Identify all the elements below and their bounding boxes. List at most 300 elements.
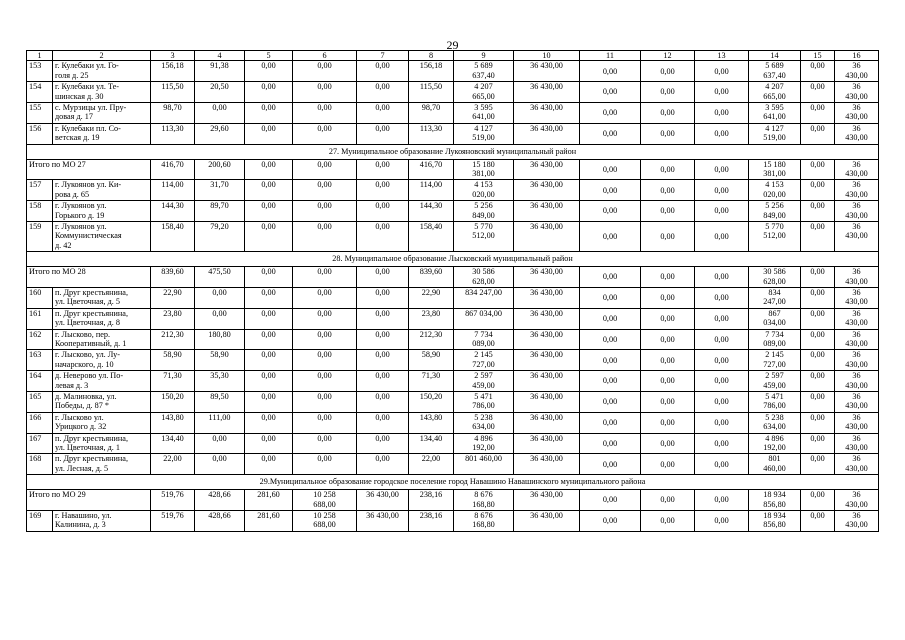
col10-value: 36 430,00	[514, 490, 580, 511]
col-header: 14	[749, 51, 801, 61]
col9-value	[454, 103, 514, 124]
total-row	[27, 159, 879, 180]
col5-value: 0,00	[245, 371, 293, 392]
col3-value: 23,80	[151, 308, 195, 329]
col10-value: 36 430,00	[514, 371, 580, 392]
col8-value: 212,30	[409, 329, 454, 350]
col8-value: 58,90	[409, 350, 454, 371]
row-number: 160	[27, 287, 53, 308]
col14-line: 020,00	[763, 189, 786, 199]
col3-value: 519,76	[151, 490, 195, 511]
col4-value: 58,90	[195, 350, 245, 371]
col16-value	[835, 329, 879, 350]
table-row	[27, 82, 879, 103]
col11-value: 0,00	[580, 371, 641, 392]
total-row	[27, 490, 879, 511]
col10-value: 36 430,00	[514, 329, 580, 350]
col16-line: 36	[852, 454, 861, 464]
col-header: 9	[454, 51, 514, 61]
col15-value: 0,00	[801, 82, 835, 103]
table-row	[27, 61, 879, 82]
col-header: 4	[195, 51, 245, 61]
col16-line: 430,00	[845, 210, 868, 220]
col6-value: 0,00	[293, 412, 357, 433]
col14-line: 18 934	[763, 510, 786, 520]
col13-value: 0,00	[695, 490, 749, 511]
col6-value: 0,00	[293, 287, 357, 308]
col9-line: 8 676	[474, 510, 493, 520]
col3-value: 22,90	[151, 287, 195, 308]
address-cell	[53, 350, 151, 371]
col16-line: 430,00	[845, 231, 868, 241]
col5-value: 0,00	[245, 308, 293, 329]
col5-value: 0,00	[245, 454, 293, 475]
col14-value	[749, 159, 801, 180]
col5-value: 0,00	[245, 82, 293, 103]
col14-line: 641,00	[763, 112, 786, 122]
col16-line: 36	[852, 287, 861, 297]
col12-value: 0,00	[641, 103, 695, 124]
col13-value: 0,00	[695, 82, 749, 103]
col9-value	[454, 82, 514, 103]
col16-line: 36	[852, 159, 861, 169]
col12-value: 0,00	[641, 350, 695, 371]
col10-value: 36 430,00	[514, 201, 580, 222]
col11-value: 0,00	[580, 490, 641, 511]
col16-value	[835, 433, 879, 454]
col9-line: 519,00	[472, 133, 495, 143]
col14-line: 519,00	[763, 133, 786, 143]
table-row	[27, 123, 879, 144]
section-header-row	[27, 252, 879, 267]
col13-value: 0,00	[695, 103, 749, 124]
col3-value: 113,30	[151, 123, 195, 144]
col9-line: 834 247,00	[465, 287, 502, 297]
col9-value	[454, 433, 514, 454]
col9-value	[454, 391, 514, 412]
address-cell	[53, 103, 151, 124]
col8-value: 144,30	[409, 201, 454, 222]
section-header-row	[27, 144, 879, 159]
col7-value: 0,00	[357, 103, 409, 124]
col-header: 12	[641, 51, 695, 61]
col13-value: 0,00	[695, 267, 749, 288]
col-header: 10	[514, 51, 580, 61]
col3-value: 158,40	[151, 221, 195, 251]
table-row	[27, 180, 879, 201]
col14-value	[749, 308, 801, 329]
col16-line: 430,00	[845, 112, 868, 122]
col9-value	[454, 329, 514, 350]
col16-line: 430,00	[845, 499, 868, 509]
col14-line: 727,00	[763, 359, 786, 369]
col3-value: 58,90	[151, 350, 195, 371]
col3-value: 144,30	[151, 201, 195, 222]
col4-value: 0,00	[195, 287, 245, 308]
col12-value: 0,00	[641, 221, 695, 251]
col12-value: 0,00	[641, 391, 695, 412]
table-row	[27, 433, 879, 454]
col14-line: 856,80	[763, 520, 786, 530]
col16-value	[835, 490, 879, 511]
address-line: ул. Цветочная, д. 8	[55, 318, 120, 328]
table-row	[27, 412, 879, 433]
col15-value: 0,00	[801, 103, 835, 124]
address-line: левая д. 3	[55, 380, 89, 390]
col9-line: 637,40	[472, 70, 495, 80]
col14-line: 2 597	[765, 371, 784, 381]
page-number: 29	[446, 38, 459, 52]
col9-line: 459,00	[472, 380, 495, 390]
col14-line: 4 127	[765, 123, 784, 133]
col13-value: 0,00	[695, 123, 749, 144]
col14-line: 3 595	[765, 103, 784, 112]
col13-value: 0,00	[695, 221, 749, 251]
col4-value: 200,60	[195, 159, 245, 180]
address-line: д. 42	[55, 240, 72, 250]
address-line: п. Друг крестьянина,	[55, 308, 128, 318]
col16-line: 36	[852, 329, 861, 339]
col15-value: 0,00	[801, 123, 835, 144]
col16-line: 36	[852, 180, 861, 190]
col10-value: 36 430,00	[514, 221, 580, 251]
col16-line: 36	[852, 267, 861, 277]
col5-value: 0,00	[245, 287, 293, 308]
col9-line: 4 153	[474, 180, 493, 190]
col9-line: 168,80	[472, 520, 495, 530]
col-header: 3	[151, 51, 195, 61]
col5-value: 0,00	[245, 123, 293, 144]
col9-line: 4 896	[474, 433, 493, 443]
col14-line: 4 153	[765, 180, 784, 190]
col8-value: 143,80	[409, 412, 454, 433]
col8-value: 158,40	[409, 221, 454, 251]
col7-value: 0,00	[357, 308, 409, 329]
col8-value: 156,18	[409, 61, 454, 82]
col7-value: 36 430,00	[357, 490, 409, 511]
col11-value: 0,00	[580, 454, 641, 475]
col3-value: 71,30	[151, 371, 195, 392]
col14-line: 4 896	[765, 433, 784, 443]
col14-line: 512,00	[763, 231, 786, 241]
col9-value	[454, 454, 514, 475]
col9-line: 849,00	[472, 210, 495, 220]
col7-value: 0,00	[357, 412, 409, 433]
col11-value: 0,00	[580, 412, 641, 433]
col10-value: 36 430,00	[514, 412, 580, 433]
col14-line: 634,00	[763, 422, 786, 432]
col7-value: 0,00	[357, 391, 409, 412]
col15-value: 0,00	[801, 329, 835, 350]
col8-value: 71,30	[409, 371, 454, 392]
col-header: 5	[245, 51, 293, 61]
col10-value: 36 430,00	[514, 180, 580, 201]
address-cell	[53, 123, 151, 144]
address-cell	[53, 371, 151, 392]
col16-line: 430,00	[845, 318, 868, 328]
col5-value: 0,00	[245, 159, 293, 180]
col14-value	[749, 454, 801, 475]
col16-line: 430,00	[845, 276, 868, 286]
col12-value: 0,00	[641, 82, 695, 103]
address-line: г. Лысково, ул. Лу-	[55, 350, 120, 360]
col4-value: 180,80	[195, 329, 245, 350]
col10-value: 36 430,00	[514, 61, 580, 82]
address-line: г. Кулебаки ул. Те-	[55, 82, 119, 92]
col14-line: 18 934	[763, 490, 786, 500]
row-number: 166	[27, 412, 53, 433]
col6-value: 0,00	[293, 159, 357, 180]
col13-value: 0,00	[695, 433, 749, 454]
col14-value	[749, 221, 801, 251]
address-line: г. Лысково, пер.	[55, 329, 111, 339]
col12-value: 0,00	[641, 454, 695, 475]
col16-line: 430,00	[845, 169, 868, 178]
col16-line: 36	[852, 61, 861, 71]
address-line: Горького д. 19	[55, 210, 105, 220]
col16-line: 430,00	[845, 463, 868, 473]
col7-value: 0,00	[357, 201, 409, 222]
col9-line: 2 145	[474, 350, 493, 360]
col9-line: 5 770	[474, 221, 493, 231]
col11-value: 0,00	[580, 103, 641, 124]
col7-value: 0,00	[357, 61, 409, 82]
col8-value: 113,30	[409, 123, 454, 144]
row-number: 159	[27, 221, 53, 251]
address-line: довая д. 17	[55, 112, 93, 122]
address-line: рова д. 65	[55, 189, 90, 199]
address-line: г. Кулебаки ул. Го-	[55, 61, 119, 71]
col3-value: 114,00	[151, 180, 195, 201]
col6-value: 0,00	[293, 267, 357, 288]
col5-value: 0,00	[245, 180, 293, 201]
col9-value	[454, 350, 514, 371]
col11-value: 0,00	[580, 350, 641, 371]
address-line: г. Лукоянов ул.	[55, 201, 107, 211]
col16-value	[835, 267, 879, 288]
col6-value	[293, 510, 357, 531]
section-header-row	[27, 475, 879, 490]
col8-value: 22,00	[409, 454, 454, 475]
col8-value: 416,70	[409, 159, 454, 180]
col9-line: 8 676	[474, 490, 493, 500]
col13-value: 0,00	[695, 308, 749, 329]
col9-line: 727,00	[472, 359, 495, 369]
col4-value: 31,70	[195, 180, 245, 201]
col14-line: 628,00	[763, 276, 786, 286]
col16-line: 36	[852, 308, 861, 318]
col16-line: 430,00	[845, 338, 868, 348]
col12-value: 0,00	[641, 201, 695, 222]
col6-value: 0,00	[293, 180, 357, 201]
address-line: с. Мурзицы ул. Пру-	[55, 103, 127, 112]
col9-line: 2 597	[474, 371, 493, 381]
col9-line: 665,00	[472, 91, 495, 101]
col7-value: 0,00	[357, 82, 409, 103]
col6-line: 688,00	[313, 520, 336, 530]
col16-line: 430,00	[845, 189, 868, 199]
address-line: г. Кулебаки пл. Со-	[55, 123, 121, 133]
address-cell	[53, 82, 151, 103]
col14-value	[749, 267, 801, 288]
col7-value: 0,00	[357, 433, 409, 454]
col15-value: 0,00	[801, 267, 835, 288]
table-row	[27, 308, 879, 329]
col13-value: 0,00	[695, 201, 749, 222]
col9-line: 168,80	[472, 499, 495, 509]
col14-value	[749, 123, 801, 144]
col12-value: 0,00	[641, 412, 695, 433]
col4-value: 428,66	[195, 510, 245, 531]
col9-line: 15 180	[472, 159, 495, 169]
col14-line: 2 145	[765, 350, 784, 360]
address-cell	[53, 412, 151, 433]
col15-value: 0,00	[801, 412, 835, 433]
col3-value: 22,00	[151, 454, 195, 475]
row-number: 155	[27, 103, 53, 124]
col10-value: 36 430,00	[514, 82, 580, 103]
col6-value: 0,00	[293, 350, 357, 371]
row-number: 156	[27, 123, 53, 144]
col12-value: 0,00	[641, 433, 695, 454]
col14-line: 5 256	[765, 201, 784, 211]
col16-line: 430,00	[845, 401, 868, 411]
col7-value: 0,00	[357, 267, 409, 288]
col14-value	[749, 103, 801, 124]
col6-value: 0,00	[293, 433, 357, 454]
col14-value	[749, 510, 801, 531]
address-line: п. Друг крестьянина,	[55, 433, 128, 443]
total-label: Итого по МО 27	[27, 159, 151, 180]
col13-value: 0,00	[695, 391, 749, 412]
col14-line: 665,00	[763, 91, 786, 101]
col3-value: 416,70	[151, 159, 195, 180]
col3-value: 98,70	[151, 103, 195, 124]
col9-line: 801 460,00	[465, 454, 502, 464]
col12-value: 0,00	[641, 308, 695, 329]
address-line: начарского, д. 10	[55, 359, 114, 369]
col16-value	[835, 350, 879, 371]
column-number-header	[27, 51, 879, 61]
col-header: 8	[409, 51, 454, 61]
col16-line: 36	[852, 371, 861, 381]
col14-line: 30 586	[763, 267, 786, 277]
col15-value: 0,00	[801, 180, 835, 201]
col14-value	[749, 350, 801, 371]
row-number: 158	[27, 201, 53, 222]
col6-value: 0,00	[293, 329, 357, 350]
col3-value: 519,76	[151, 510, 195, 531]
col7-value: 0,00	[357, 221, 409, 251]
col3-value: 115,50	[151, 82, 195, 103]
col7-value: 0,00	[357, 123, 409, 144]
address-line: ветская д. 19	[55, 133, 100, 143]
col6-line: 10 258	[313, 510, 336, 520]
col6-line: 688,00	[313, 499, 336, 509]
col14-line: 381,00	[763, 169, 786, 178]
col14-line: 4 207	[765, 82, 784, 92]
row-number: 157	[27, 180, 53, 201]
col5-value: 281,60	[245, 490, 293, 511]
table-row	[27, 391, 879, 412]
col16-value	[835, 454, 879, 475]
col16-line: 36	[852, 490, 861, 500]
col6-value: 0,00	[293, 308, 357, 329]
col9-line: 4 207	[474, 82, 493, 92]
col8-value: 238,16	[409, 490, 454, 511]
col14-line: 867	[768, 308, 781, 318]
col10-value: 36 430,00	[514, 433, 580, 454]
col6-value: 0,00	[293, 61, 357, 82]
col4-value: 0,00	[195, 433, 245, 454]
col6-value: 0,00	[293, 201, 357, 222]
col10-value: 36 430,00	[514, 287, 580, 308]
col16-line: 36	[852, 433, 861, 443]
col4-value: 475,50	[195, 267, 245, 288]
total-label: Итого по МО 28	[27, 267, 151, 288]
col16-line: 430,00	[845, 91, 868, 101]
col13-value: 0,00	[695, 454, 749, 475]
data-table	[26, 50, 879, 532]
col10-value: 36 430,00	[514, 267, 580, 288]
row-number: 167	[27, 433, 53, 454]
col15-value: 0,00	[801, 221, 835, 251]
row-number: 153	[27, 61, 53, 82]
col14-value	[749, 490, 801, 511]
col16-value	[835, 221, 879, 251]
address-line: г. Лукоянов ул. Ки-	[55, 180, 122, 190]
col10-value: 36 430,00	[514, 510, 580, 531]
col9-line: 3 595	[474, 103, 493, 112]
col14-line: 856,80	[763, 499, 786, 509]
address-line: ул. Лесная, д. 5	[55, 463, 109, 473]
col16-line: 36	[852, 221, 861, 231]
col16-line: 36	[852, 82, 861, 92]
address-cell	[53, 329, 151, 350]
table-row	[27, 221, 879, 251]
col4-value: 0,00	[195, 308, 245, 329]
col5-value: 0,00	[245, 412, 293, 433]
col16-line: 430,00	[845, 442, 868, 452]
col12-value: 0,00	[641, 267, 695, 288]
col15-value: 0,00	[801, 308, 835, 329]
col4-value: 79,20	[195, 221, 245, 251]
col8-value: 22,90	[409, 287, 454, 308]
col9-value	[454, 201, 514, 222]
col16-line: 430,00	[845, 297, 868, 307]
col7-value: 0,00	[357, 454, 409, 475]
col14-line: 849,00	[763, 210, 786, 220]
col14-line: 834	[768, 287, 781, 297]
col11-value: 0,00	[580, 159, 641, 180]
col14-value	[749, 412, 801, 433]
col14-line: 5 471	[765, 391, 784, 401]
col15-value: 0,00	[801, 391, 835, 412]
col9-line: 5 238	[474, 412, 493, 422]
col11-value: 0,00	[580, 510, 641, 531]
col14-line: 5 689	[765, 61, 784, 71]
col9-line: 192,00	[472, 442, 495, 452]
address-line: п. Друг крестьянина,	[55, 454, 128, 464]
col16-value	[835, 180, 879, 201]
address-cell	[53, 433, 151, 454]
address-cell	[53, 510, 151, 531]
row-number: 164	[27, 371, 53, 392]
col12-value: 0,00	[641, 287, 695, 308]
col9-line: 089,00	[472, 338, 495, 348]
col3-value: 143,80	[151, 412, 195, 433]
col16-value	[835, 201, 879, 222]
